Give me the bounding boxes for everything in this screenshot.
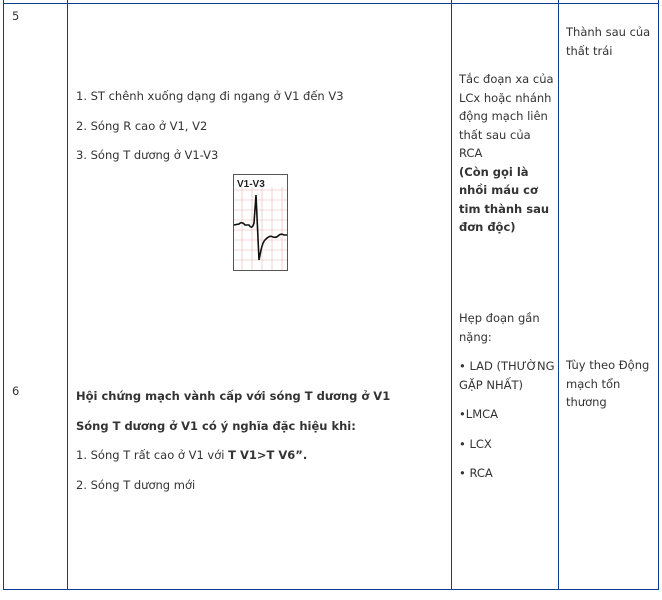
artery-list-item: •LMCA	[459, 407, 499, 421]
artery-description	[459, 309, 555, 483]
col-border-3	[558, 0, 559, 590]
artery-text-line: RCA	[459, 146, 483, 160]
criteria-title: Hội chứng mạch vành cấp với sóng T dương ở V1	[76, 389, 391, 403]
row-number: 5	[12, 9, 20, 23]
criterion-item	[76, 441, 446, 471]
infarct-location	[566, 356, 656, 412]
artery-list-item-cont: GẶP NHẤT)	[459, 377, 523, 392]
artery-text-line: Hẹp đoạn gần	[459, 311, 540, 325]
artery-text-line: LCx hoặc nhánh	[459, 90, 552, 105]
artery-note-line: tim thành sau	[459, 201, 550, 216]
location-line: thất trái	[566, 43, 613, 58]
ecg-lead-label: V1-V3	[237, 179, 265, 190]
artery-text-line: Tắc đoạn xa của	[459, 72, 554, 86]
location-line: thương	[566, 395, 607, 409]
artery-text-line: thất sau của	[459, 127, 531, 142]
artery-note-line: nhồi máu cơ	[459, 183, 538, 197]
criterion-item: 1. ST chênh xuống dạng đi ngang ở V1 đến V3	[76, 89, 344, 103]
artery-text-line: nặng:	[459, 329, 492, 344]
criterion-item: 2. Sóng T dương mới	[76, 477, 196, 492]
row-number: 6	[12, 384, 20, 398]
location-line: Thành sau của	[566, 25, 651, 39]
location-line: mạch tổn	[566, 376, 621, 391]
criterion-text: 1. Sóng T rất cao ở V1 với	[76, 448, 229, 462]
col-border-right	[658, 0, 659, 590]
criterion-item: 2. Sóng R cao ở V1, V2	[76, 118, 208, 133]
location-line: Tùy theo Động	[566, 358, 650, 372]
col-border-2	[451, 0, 452, 590]
artery-list-item: • LCX	[459, 436, 492, 451]
criteria-list	[76, 82, 446, 171]
artery-list-item: • LAD (THƯỜNG	[459, 359, 555, 373]
ecg-strip-image	[233, 174, 288, 271]
col-border-left	[3, 0, 4, 590]
artery-list-item: • RCA	[459, 466, 493, 480]
col-border-1	[67, 0, 68, 590]
row-border-bottom	[3, 589, 659, 590]
criterion-emphasis: T V1>T V6”.	[228, 448, 308, 462]
artery-description	[459, 70, 555, 237]
criteria-subtitle: Sóng T dương ở V1 có ý nghĩa đặc hiệu khi:	[76, 418, 356, 433]
artery-note-line: đơn độc)	[459, 220, 516, 234]
criterion-item: 3. Sóng T dương ở V1-V3	[76, 148, 219, 162]
row-border-top	[3, 3, 659, 4]
infarct-location	[566, 23, 656, 60]
artery-note-line: (Còn gọi là	[459, 164, 529, 179]
criteria-list	[76, 382, 446, 500]
artery-text-line: động mạch liên	[459, 109, 548, 123]
ecg-waveform	[234, 175, 287, 270]
